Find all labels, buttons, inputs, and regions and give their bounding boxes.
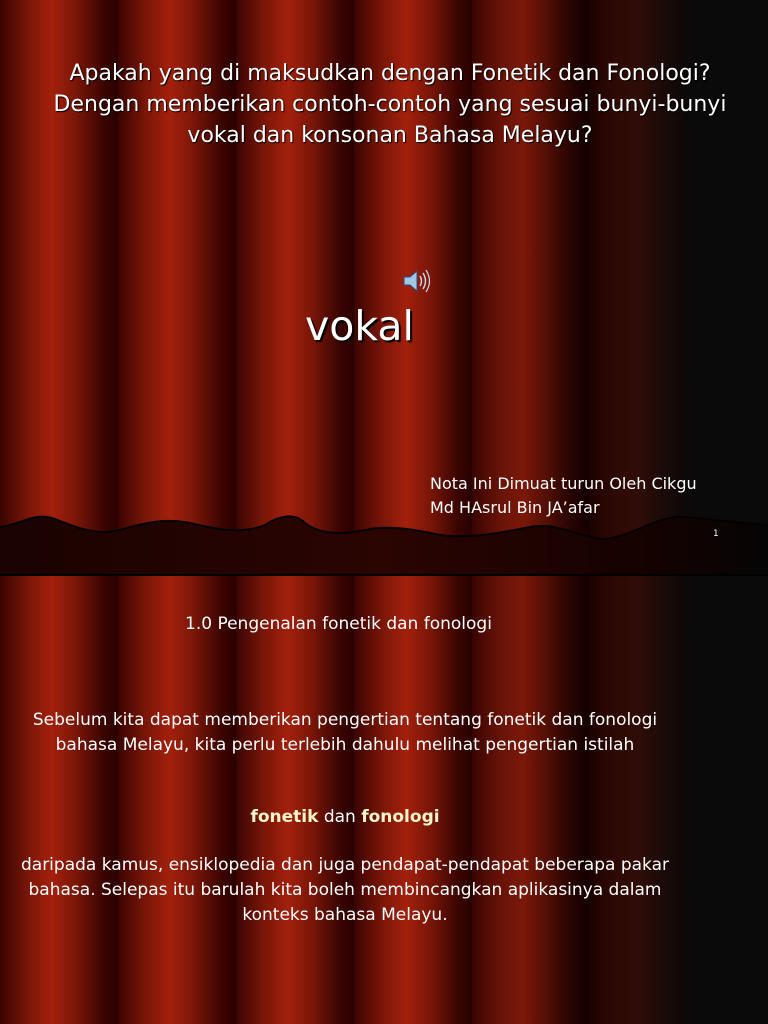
page-number: 1 <box>713 529 719 539</box>
term-fonologi: fonologi <box>361 807 440 827</box>
author-note-line-2: Md HAsrul Bin JA’afar <box>430 498 600 517</box>
author-note-line-1: Nota Ini Dimuat turun Oleh Cikgu <box>430 474 697 493</box>
stage-floor <box>0 505 768 574</box>
terms-line <box>10 805 680 830</box>
followup-paragraph: daripada kamus, ensiklopedia dan juga pendapat-pendapat beberapa pakar bahasa. Selepas itu barulah kita boleh membincangkan aplikasinya dalam konteks bahasa Melayu. <box>20 855 669 925</box>
slide-heading: vokal <box>305 302 414 350</box>
slide-title: Apakah yang di maksudkan dengan Fonetik dan Fonologi? Dengan memberikan contoh-contoh yang sesuai bunyi-bunyi vokal dan konsonan Bahasa Melayu? <box>53 61 727 148</box>
intro-paragraph: Sebelum kita dapat memberikan pengertian tentang fonetik dan fonologi bahasa Melayu, kita perlu terlebih dahulu melihat pengertian istilah <box>32 710 658 755</box>
term-conjunction: dan <box>323 807 356 827</box>
speaker-icon[interactable] <box>402 268 432 294</box>
slide-2 <box>0 576 768 1024</box>
section-heading: 1.0 Pengenalan fonetik dan fonologi <box>185 614 492 634</box>
term-fonetik: fonetik <box>250 807 319 827</box>
